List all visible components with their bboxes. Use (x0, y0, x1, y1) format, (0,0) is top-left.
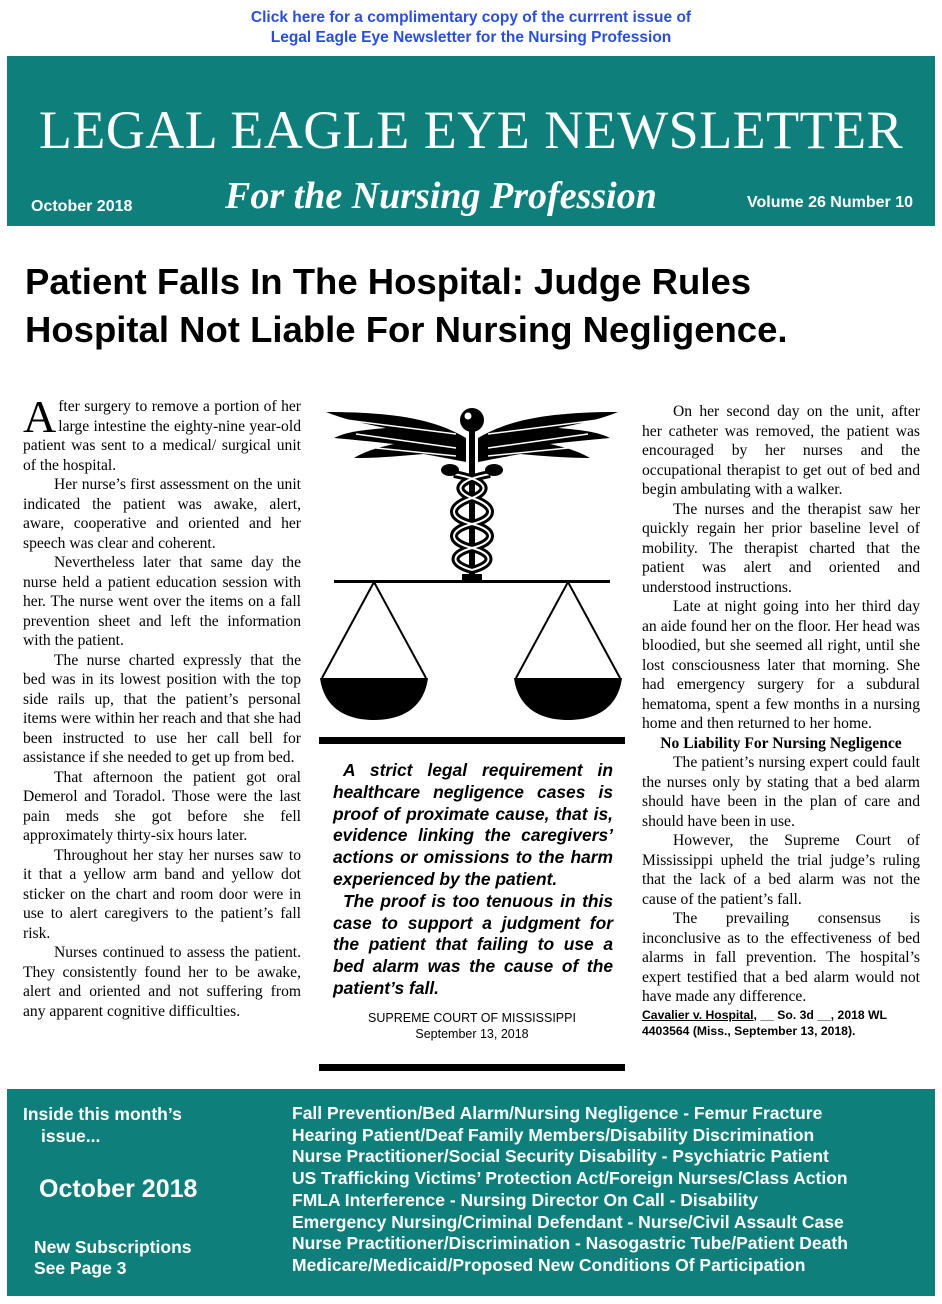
complimentary-copy-link[interactable] (0, 8, 942, 48)
pull-quote-paragraph: The proof is too tenuous in this case to support a judgment for the patient that failing to use a bed alarm was the cause of the patient’s fall. (333, 890, 613, 998)
case-citation: Cavalier v. Hospital, __ So. 3d __, 2018 WL 4403564 (Miss., September 13, 2018). (642, 1007, 887, 1038)
topic-item: Nurse Practitioner/Social Security Disability - Psychiatric Patient (292, 1146, 829, 1167)
issue-contents-footer (7, 1089, 935, 1296)
topic-item: Medicare/Medicaid/Proposed New Conditions Of Participation (292, 1254, 806, 1275)
footer-issue-date: October 2018 (39, 1175, 198, 1203)
inside-issue-label: Inside this month’s (23, 1104, 182, 1124)
caduceus-scales-icon (316, 390, 628, 720)
topic-item: Emergency Nursing/Criminal Defendant - Nurse/Civil Assault Case (292, 1211, 844, 1232)
newsletter-title: LEGAL EAGLE EYE NEWSLETTER (38, 100, 904, 160)
article-right-column (642, 402, 920, 1039)
source-date: September 13, 2018 (415, 1027, 529, 1041)
paragraph: After surgery to remove a portion of her large intestine the eighty-nine year-old patient was sent to a medical/ surgical unit of the hospital. (23, 391, 301, 474)
paragraph: However, the Supreme Court of Mississippi upheld the trial judge’s ruling that the lack of a bed alarm was not the cause of the patient’s fall. (642, 832, 920, 908)
promo-line-1: Click here for a complimentary copy of the currrent issue of (250, 9, 692, 26)
topic-item: Nurse Practitioner/Discrimination - Nasogastric Tube/Patient Death (292, 1233, 848, 1254)
inside-issue-label-2: issue... (41, 1126, 101, 1146)
topics-list (292, 1103, 932, 1277)
paragraph: The nurses and the therapist saw her quickly regain her prior baseline level of mobility. The therapist charted that the patient was alert and oriented and understood instructions. (642, 500, 920, 596)
topic-item: Fall Prevention/Bed Alarm/Nursing Negligence - Femur Fracture (292, 1103, 823, 1123)
issue-date: October 2018 (31, 198, 133, 215)
paragraph: The prevailing consensus is inconclusive as to the effectiveness of bed alarms in fall prevention. The hospital’s expert testified that a bed alarm would not have made any difference. (642, 910, 920, 1005)
drop-cap: A (23, 391, 57, 442)
paragraph: That afternoon the patient got oral Demerol and Toradol. Those were the last pain meds she got before she fell approximately thirty-six hours later. (23, 768, 301, 844)
paragraph: Nurses continued to assess the patient. They consistently found her to be awake, alert and oriented and not suffering from any apparent cognitive difficulties. (23, 944, 301, 1020)
paragraph: On her second day on the unit, after her catheter was removed, the patient was encouraged by her nurses and the occupational therapist to get out of bed and begin ambulating with a walker. (642, 403, 920, 498)
volume-number: Volume 26 Number 10 (747, 194, 913, 211)
paragraph: Late at night going into her third day an aide found her on the floor. Her head was bloodied, but she seemed all right, until she lost consciousness later that morning. She had emergency surgery for a subdural hematoma, spent a few months in a nursing home and then returned to her home. (642, 598, 920, 732)
paragraph: Throughout her stay her nurses saw to it that a yellow arm band and yellow dot sticker on the chart and room door were in use to alert caregivers to the patient’s fall risk. (23, 846, 301, 942)
pull-quote-box (319, 737, 625, 1071)
pull-quote-paragraph: A strict legal requirement in healthcare negligence cases is proof of proximate cause, that is, evidence linking the caregivers’ actions or omissions to the harm experienced by the patient. (333, 760, 613, 889)
paragraph: Her nurse’s first assessment on the unit indicated the patient was awake, alert, aware, cooperative and oriented and her speech was clear and coherent. (23, 476, 301, 552)
paragraph: The nurse charted expressly that the bed was in its lowest position with the top side rails up, that the patient’s personal items were within her reach and that she had been instructed to use her call bell for assistance if she needed to get up from bed. (23, 651, 301, 766)
newsletter-subtitle: For the Nursing Profession (225, 175, 657, 217)
article-headline (25, 258, 925, 354)
topic-item: US Trafficking Victims’ Protection Act/Foreign Nurses/Class Action (292, 1168, 848, 1189)
pull-quote-source (319, 1010, 625, 1042)
pull-quote-text (333, 760, 613, 1000)
paragraph: The patient’s nursing expert could fault the nurses only by stating that a bed alarm should have been in the plan of care and should have been in use. (642, 754, 920, 830)
topic-item: Hearing Patient/Deaf Family Members/Disability Discrimination (292, 1124, 815, 1145)
headline-line-1: Patient Falls In The Hospital: Judge Rules (25, 261, 752, 302)
case-name: Cavalier v. Hospital (642, 1007, 754, 1022)
article-left-column (23, 391, 301, 1021)
headline-line-2: Hospital Not Liable For Nursing Negligence. (25, 309, 788, 350)
topic-item: FMLA Interference - Nursing Director On Call - Disability (292, 1189, 759, 1210)
new-subscriptions-note: New Subscriptions See Page 3 (34, 1237, 192, 1278)
source-court: SUPREME COURT OF MISSISSIPPI (368, 1011, 576, 1025)
paragraph: Nevertheless later that same day the nurse held a patient education session with her. The nurse went over the items on a fall prevention sheet and left the information with the patient. (23, 554, 301, 649)
masthead (7, 56, 935, 226)
promo-line-2: Legal Eagle Eye Newsletter for the Nursing Profession (270, 29, 672, 46)
section-subhead: No Liability For Nursing Negligence (660, 734, 902, 752)
